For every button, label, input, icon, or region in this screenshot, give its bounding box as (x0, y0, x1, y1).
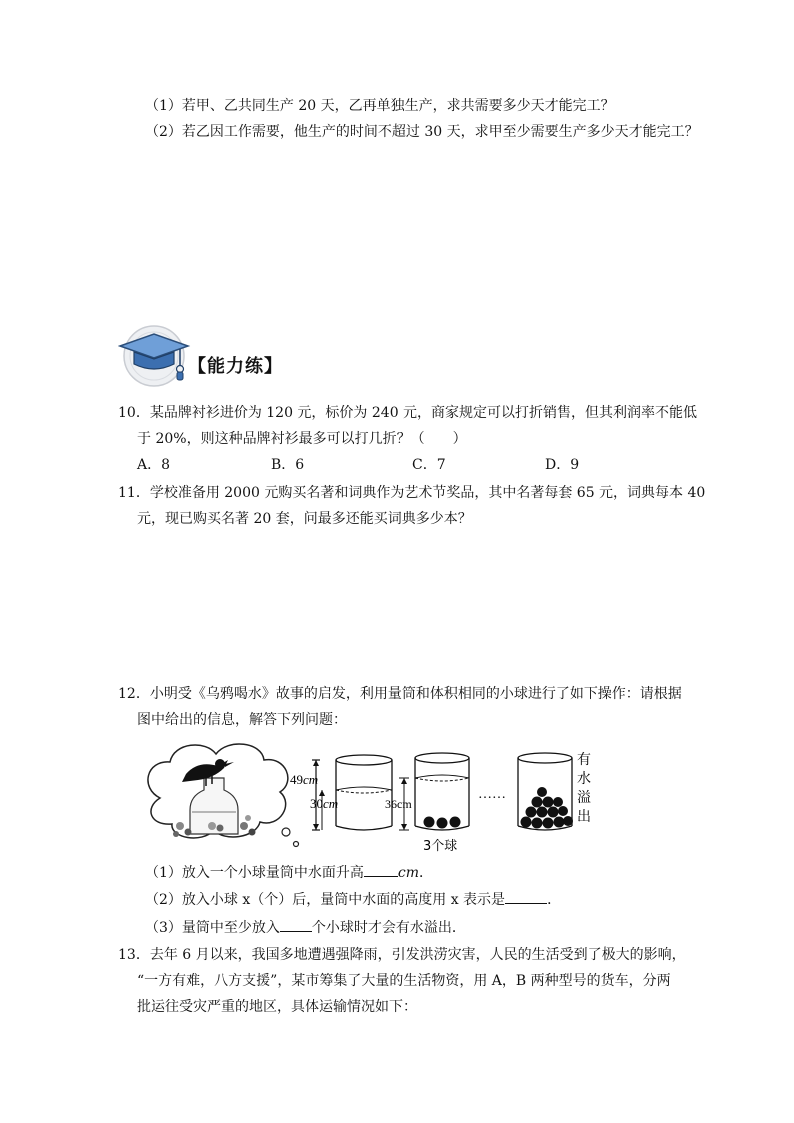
q13-stem-line-2: “一方有难，八方支援”，某市筹集了大量的生活物资，用 A，B 两种型号的货车，分两 (137, 973, 671, 989)
q10-option-a: A．8 (137, 457, 171, 473)
q12-stem-line-2: 图中给出的信息，解答下列问题： (137, 712, 347, 728)
overflow-char-3: 溢 (577, 790, 591, 806)
q12-sub-3 (145, 917, 466, 938)
prev-question-part-1: （1）若甲、乙共同生产 20 天，乙再单独生产，求共需要多少天才能完工？ (145, 98, 615, 114)
prev-question-part-2: （2）若乙因工作需要，他生产的时间不超过 30 天，求甲至少需要生产多少天才能完工？ (145, 124, 699, 140)
cylinder-three-balls (399, 753, 469, 830)
q12-sub-1-unit: cm (397, 865, 420, 881)
q11-stem-line-1: 11．学校准备用 2000 元购买名著和词典作为艺术节奖品，其中名著每套 65 元，词典每本 40 (118, 485, 706, 501)
q12-sub-2-blank[interactable] (505, 889, 547, 904)
overflow-char-4: 出 (577, 809, 591, 825)
q10-stem-line-2: 于 20%，则这种品牌衬衫最多可以打几折？（ ） (137, 431, 467, 447)
q10-option-c: C．7 (412, 457, 446, 473)
q13-stem-line-1: 13．去年 6 月以来，我国多地遭遇强降雨，引发洪涝灾害，人民的生活受到了极大的影响， (118, 947, 686, 963)
cylinder-empty-water (312, 755, 392, 830)
overflow-char-2: 水 (577, 771, 591, 787)
q13-stem-line-3: 批运往受灾严重的地区，具体运输情况如下： (137, 999, 417, 1015)
q12-sub-2-text: （2）放入小球 x（个）后，量筒中水面的高度用 x 表示是 (145, 892, 506, 908)
q12-sub-1-text: （1）放入一个小球量筒中水面升高 (145, 865, 364, 881)
section-title: 【能力练】 (188, 356, 283, 377)
overflow-char-1: 有 (577, 752, 591, 768)
q12-sub-1-blank[interactable] (364, 862, 398, 877)
ellipsis-dots: …… (478, 787, 506, 802)
q10-option-b: B．6 (271, 457, 305, 473)
q11-stem-line-2: 元，现已购买名著 20 套，问最多还能买词典多少本？ (137, 511, 472, 527)
section-header (118, 322, 308, 388)
label-49cm: 49cm (290, 772, 319, 787)
label-30cm: 30cm (310, 796, 339, 811)
q12-stem-line-1: 12．小明受《乌鸦喝水》故事的启发，利用量筒和体积相同的小球进行了如下操作：请根据 (118, 686, 682, 702)
q12-sub-1-end: ． (419, 865, 434, 881)
label-three-balls: 3个球 (423, 839, 458, 854)
q12-sub-3-text-2: 个小球时才会有水溢出． (311, 920, 466, 936)
label-36cm: 36cm (385, 797, 412, 811)
q12-sub-2 (145, 889, 561, 910)
q10-stem-line-1: 10．某品牌衬衫进价为 120 元，标价为 240 元，商家规定可以打折销售，但其利润率不能低 (118, 405, 698, 421)
cylinder-overflow (518, 753, 573, 830)
q12-sub-2-end: ． (547, 892, 562, 908)
q10-options (137, 455, 637, 475)
q12-sub-3-text: （3）量筒中至少放入 (145, 920, 280, 936)
q10-option-d: D．9 (545, 457, 580, 473)
q12-sub-3-blank[interactable] (280, 917, 312, 932)
graduation-cap-icon (118, 322, 198, 388)
crow-drinking-cloud (148, 744, 299, 847)
q12-figure (140, 738, 600, 860)
crow-and-cylinders-diagram (140, 738, 600, 860)
q12-sub-1 (145, 862, 433, 883)
